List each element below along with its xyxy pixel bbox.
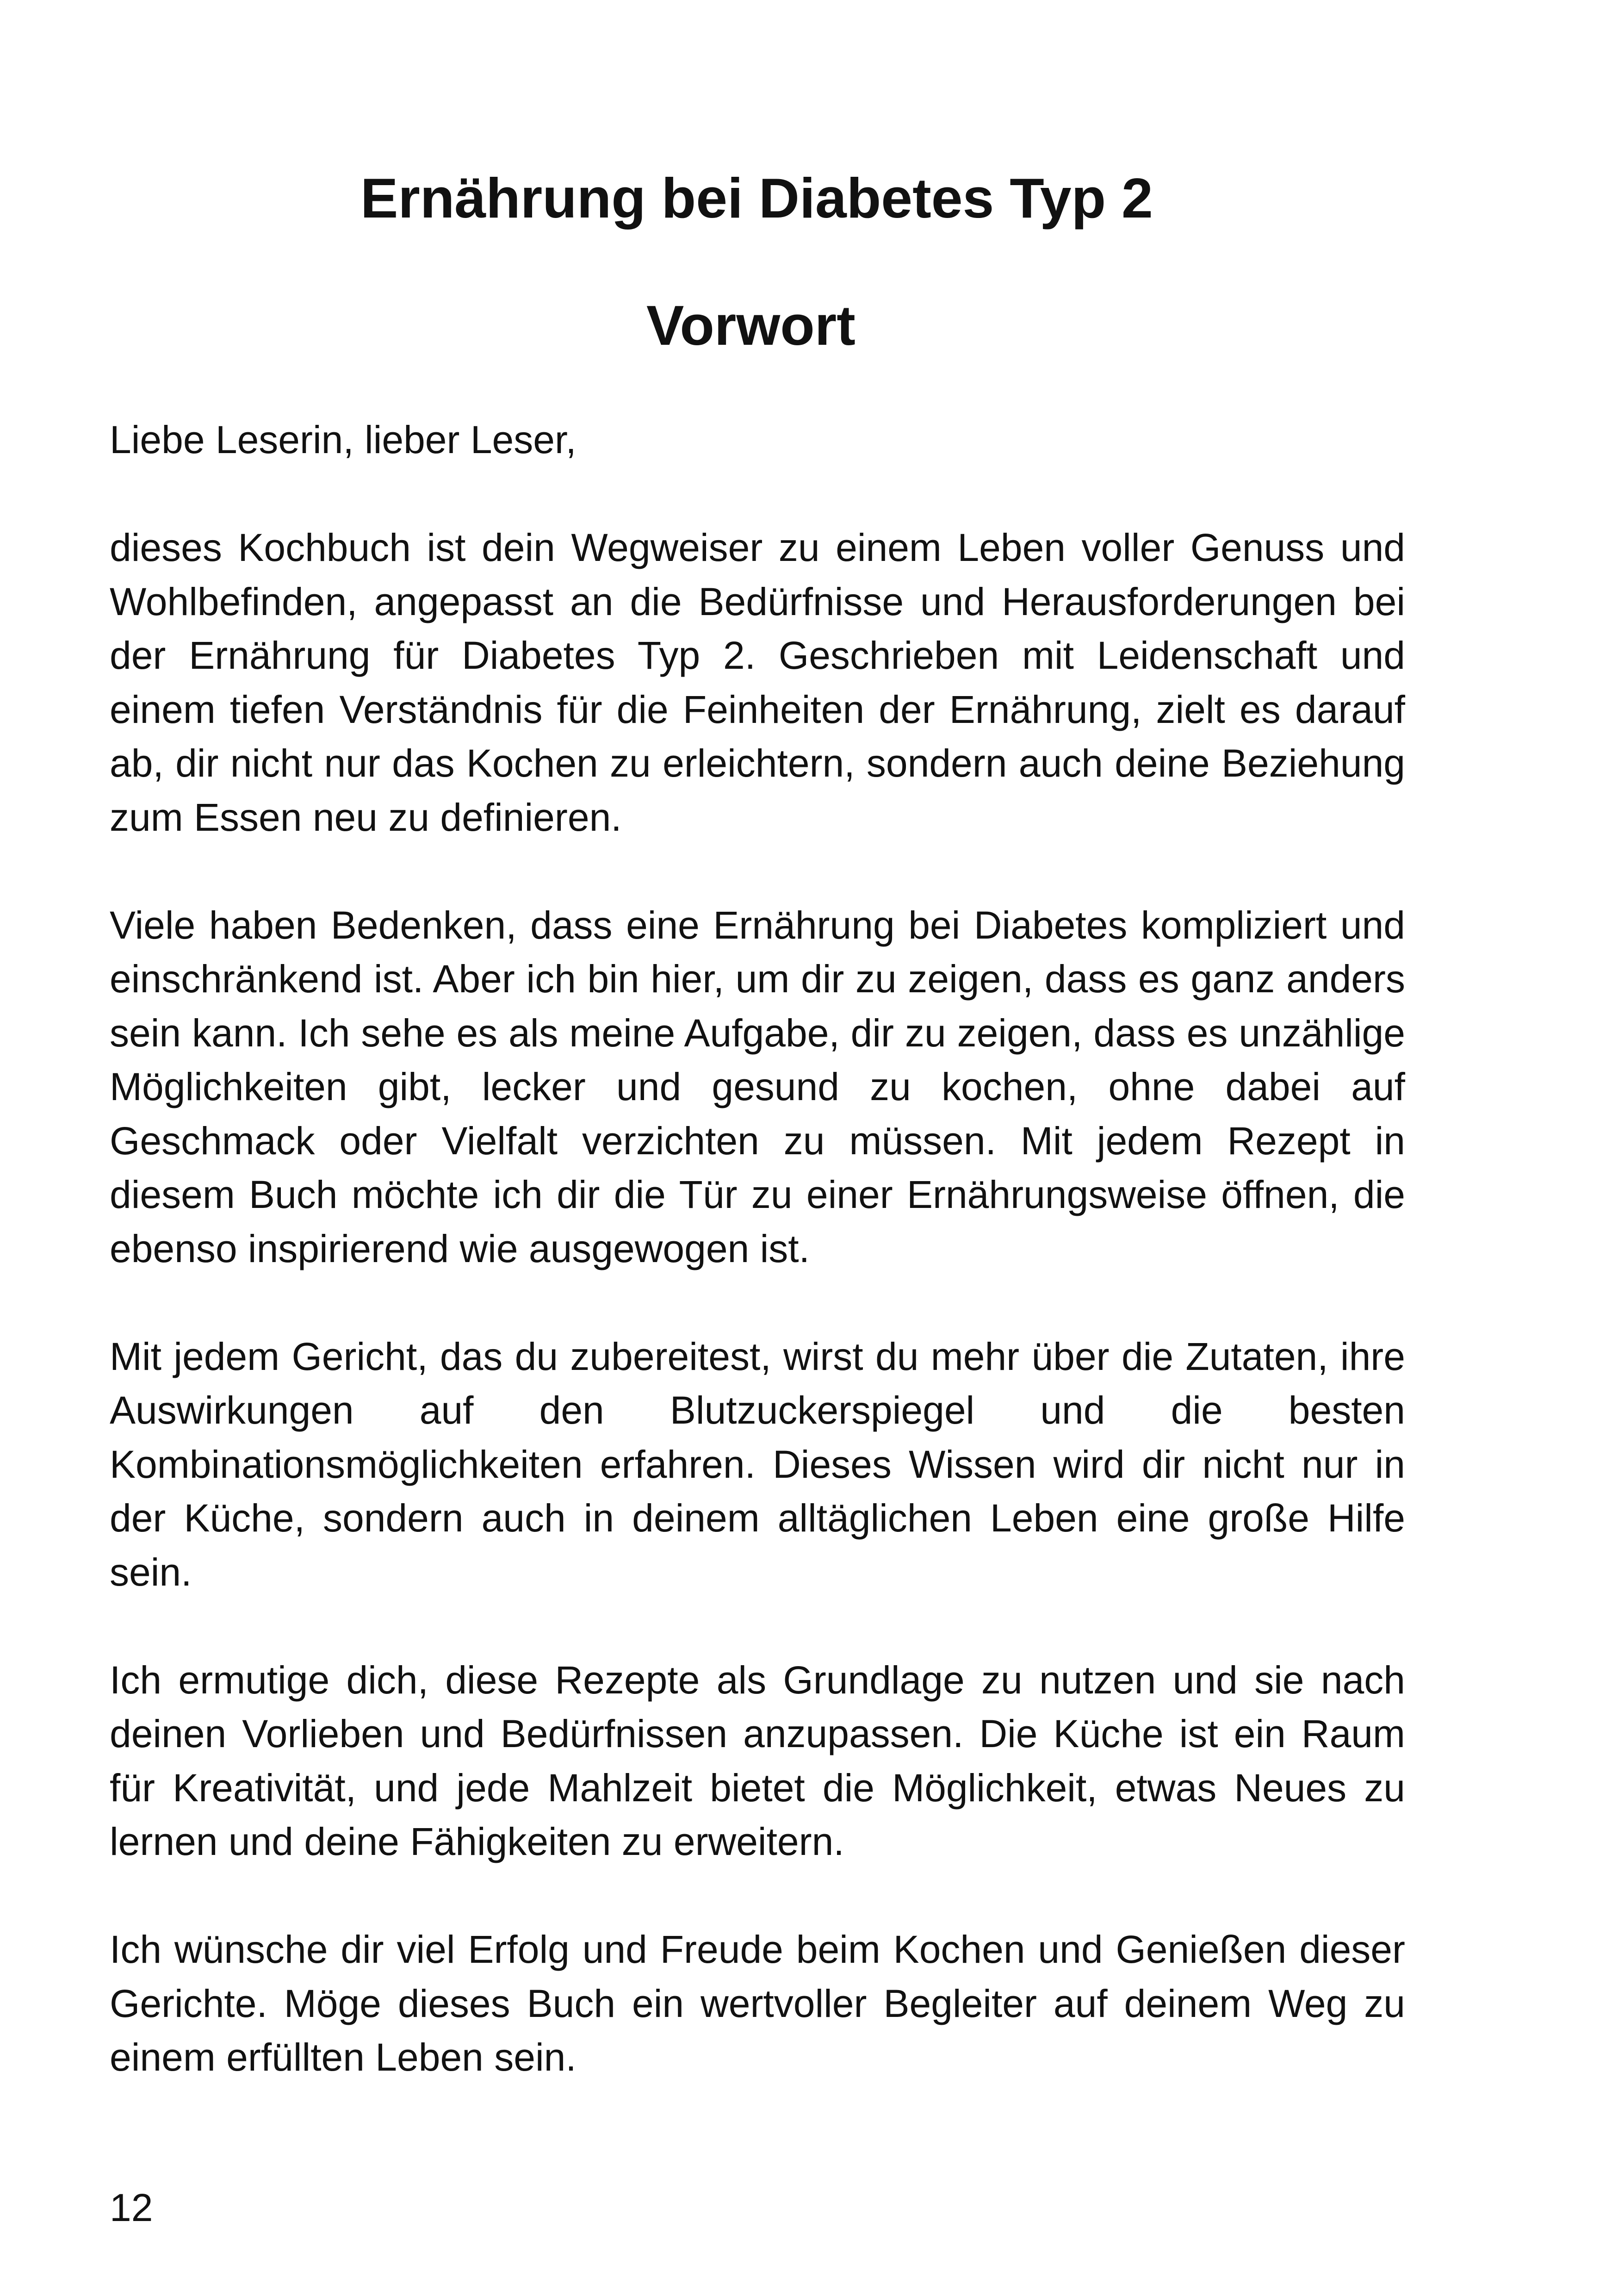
paragraph: Ich ermutige dich, diese Rezepte als Grundlage zu nutzen und sie nach deinen Vorlieben und Bedürfnissen anzupassen. Die Küche ist ein Raum für Kreativität, und jede Mahlzeit bietet die Möglichkeit, etwas Neues zu lernen und deine Fähigkeiten zu erweitern. — [110, 1658, 1405, 1863]
paragraph: Viele haben Bedenken, dass eine Ernährung bei Diabetes kompliziert und einschränkend ist. Aber ich bin hier, um dir zu zeigen, dass es ganz anders sein kann. Ich sehe es als meine Aufgabe, dir zu zeigen, dass es unzählige Möglichkeiten gibt, lecker und gesund zu kochen, ohne dabei auf Geschmack oder Vielfalt verzichten zu müssen. Mit jedem Rezept in diesem Buch möchte ich dir die Tür zu einer Ernährungsweise öffnen, die ebenso inspirierend wie ausgewogen ist. — [110, 903, 1405, 1270]
page-title: Ernährung bei Diabetes Typ 2 — [360, 167, 1153, 230]
paragraph: Mit jedem Gericht, das du zubereitest, wirst du mehr über die Zutaten, ihre Auswirkungen auf den Blutzuckerspiegel und die besten Kombinationsmöglichkeiten erfahren. Dieses Wissen wird dir nicht nur in der Küche, sondern auch in deinem alltäglichen Leben eine große Hilfe sein. — [110, 1334, 1405, 1594]
section-heading: Vorwort — [646, 294, 855, 357]
foreword-body — [110, 521, 1405, 2138]
salutation — [110, 413, 1405, 467]
salutation-text: Liebe Leserin, lieber Leser, — [110, 418, 577, 461]
paragraph: Ich wünsche dir viel Erfolg und Freude beim Kochen und Genießen dieser Gerichte. Möge dieses Buch ein wertvoller Begleiter auf deinem Weg zu einem erfüllten Leben sein. — [110, 1928, 1405, 2079]
paragraph: dieses Kochbuch ist dein Wegweiser zu einem Leben voller Genuss und Wohlbefinden, angepasst an die Bedürfnisse und Herausforderungen bei der Ernährung für Diabetes Typ 2. Geschrieben mit Leidenschaft und einem tiefen Verständnis für die Feinheiten der Ernährung, zielt es darauf ab, dir nicht nur das Kochen zu erleichtern, sondern auch deine Beziehung zum Essen neu zu definieren. — [110, 526, 1405, 839]
page-number: 12 — [110, 2186, 153, 2229]
